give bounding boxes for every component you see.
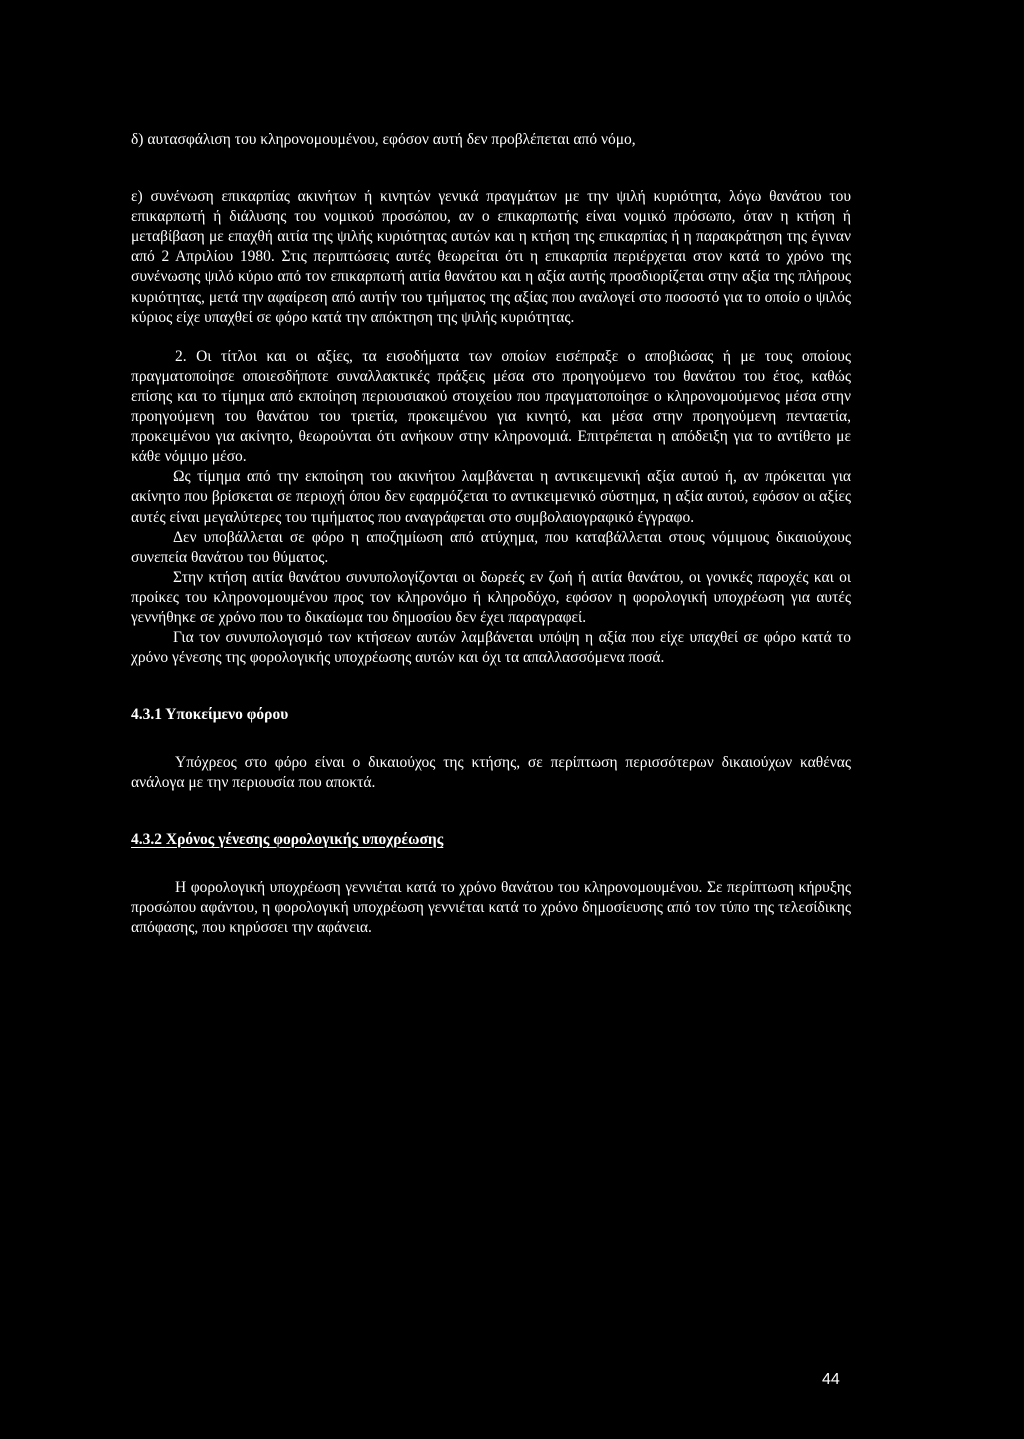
document-page [131, 130, 851, 938]
gifts-paragraph: Στην κτήση αιτία θανάτου συνυπολογίζονται οι δωρεές εν ζωή ή αιτία θανάτου, οι γονικές παροχές και οι προίκες του κληρονομουμένου προς τον κληρονόμο ή κληροδόχο, εφόσον η φορολογική υποχρέωση για αυτές γεννήθηκε σε χρόνο που το δικαίωμα του δημοσίου δεν έχει παραγραφεί. [131, 568, 851, 626]
compensation-paragraph: Δεν υποβάλλεται σε φόρο η αποζημίωση από ατύχημα, που καταβάλλεται στους νόμιμους δικαιούχους συνεπεία θανάτου του θύματος. [131, 528, 851, 566]
page-number: 44 [822, 1371, 840, 1388]
value-paragraph: Για τον συνυπολογισμό των κτήσεων αυτών λαμβάνεται υπόψη η αξία που είχε υπαχθεί σε φόρο κατά το χρόνο γένεσης της φορολογικής υποχρέωσης αυτών και όχι τα απαλλασσόμενα ποσά. [131, 629, 851, 667]
section-432-title: Χρόνος γένεσης φορολογικής υποχρέωσης [165, 830, 444, 848]
section-heading-432 [131, 830, 851, 850]
section-432-number: 4.3.2 [131, 830, 162, 848]
price-paragraph: Ως τίμημα από την εκποίηση του ακινήτου λαμβάνεται η αντικειμενική αξία αυτού ή, αν πρόκειται για ακίνητο που βρίσκεται σε περιοχή όπου δεν εφαρμόζεται το αντικειμενικό σύστημα, η αξία αυτού, εφόσον οι αξίες αυτές είναι μεγαλύτερες του τιμήματος που αναγράφεται στο συμβολαιογραφικό έγγραφο. [131, 468, 851, 526]
section-heading-431: 4.3.1 Υποκείμενο φόρου [131, 706, 289, 724]
item-d-paragraph: δ) αυτασφάλιση του κληρονομουμένου, εφόσον αυτή δεν προβλέπεται από νόμο, [131, 131, 636, 148]
paragraph-2: 2. Οι τίτλοι και οι αξίες, τα εισοδήματα των οποίων εισέπραξε ο αποβιώσας ή με τους οποίους πραγματοποίησε οποιεσδήποτε συναλλακτικές πράξεις μέσα στο προηγούμενο του θανάτου του έτος, καθώς επίσης και το τίμημα από εκποίηση περιουσιακού στοιχείου που πραγματοποίησε ο κληρονομούμενος μέσα στην προηγούμενη του θανάτου του τριετία, προκειμένου για κινητό, και μέσα στην προηγούμενη πενταετία, προκειμένου για ακίνητο, θεωρούνται ότι ανήκουν στην κληρονομιά. Επιτρέπεται η απόδειξη για το αντίθετο με κάθε νόμιμο μέσο. [131, 347, 851, 466]
item-e-paragraph: ε) συνένωση επικαρπίας ακινήτων ή κινητών γενικά πραγμάτων με την ψιλή κυριότητα, λόγω θανάτου του επικαρπωτή ή διάλυσης του νομικού προσώπου, αν ο επικαρπωτής είναι νομικό πρόσωπο, όταν η κτήση ή μεταβίβαση με επαχθή αιτία της ψιλής κυριότητας αυτών και η κτήση της επικαρπίας ή η παρακράτηση της έγιναν από 2 Απριλίου 1980. Στις περιπτώσεις αυτές θεωρείται ότι η επικαρπία περιέρχεται στον κατά το χρόνο της συνένωσης ψιλό κύριο από τον επικαρπωτή αιτία θανάτου και η αξία αυτής προσδιορίζεται στην αξία της πλήρους κυριότητας, μετά την αφαίρεση από αυτήν του τμήματος της αξίας που αναλογεί στο ποσοστό για το οποίο ο ψιλός κύριος είχε υπαχθεί σε φόρο κατά την απόκτηση της ψιλής κυριότητας. [131, 188, 851, 326]
section-432-paragraph: Η φορολογική υποχρέωση γεννιέται κατά το χρόνο θανάτου του κληρονομουμένου. Σε περίπτωση κήρυξης προσώπου αφάντου, η φορολογική υποχρέωση γεννιέται κατά το χρόνο δημοσίευσης από τον τύπο της τελεσίδικης απόφασης, που κηρύσσει την αφάνεια. [131, 878, 851, 936]
section-431-paragraph: Υπόχρεος στο φόρο είναι ο δικαιούχος της κτήσης, σε περίπτωση περισσότερων δικαιούχων καθένας ανάλογα με την περιουσία που αποκτά. [131, 754, 851, 792]
